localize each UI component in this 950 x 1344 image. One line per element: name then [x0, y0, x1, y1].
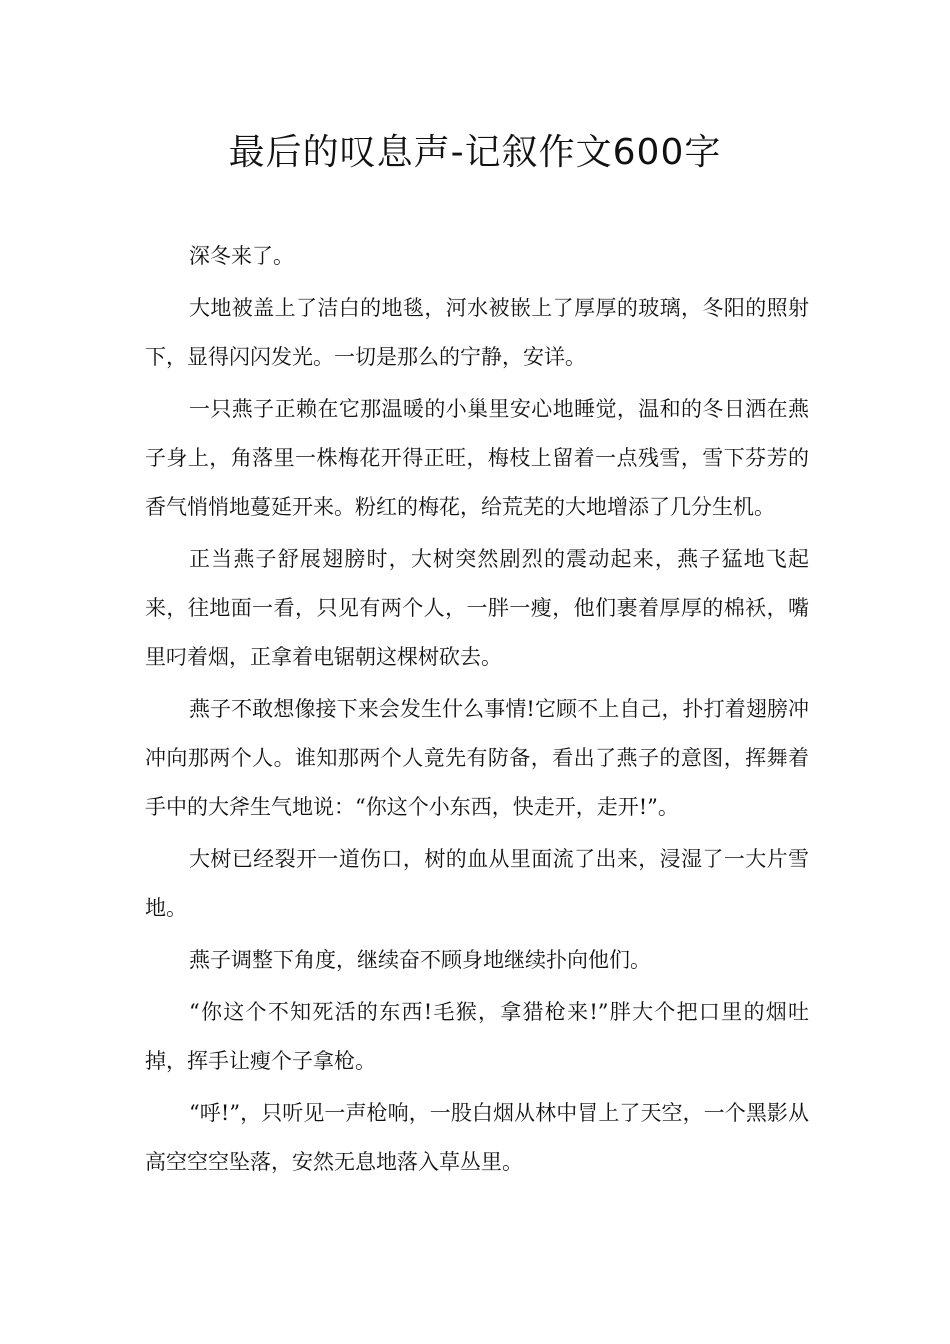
- paragraph: 燕子不敢想像接下来会发生什么事情!它顾不上自己，扑打着翅膀冲冲向那两个人。谁知那两个人竟先有防备，看出了燕子的意图，挥舞着手中的大斧生气地说：“你这个小东西，快走开，走开!”。: [145, 697, 809, 819]
- paragraph: “你这个不知死活的东西!毛猴，拿猎枪来!”胖大个把口里的烟吐掉，挥手让瘦个子拿枪。: [145, 1000, 809, 1073]
- paragraph: 正当燕子舒展翅膀时，大树突然剧烈的震动起来，燕子猛地飞起来，往地面一看，只见有两个人，一胖一瘦，他们裹着厚厚的棉袄，嘴里叼着烟，正拿着电锯朝这棵树砍去。: [145, 547, 809, 669]
- paragraph: 大树已经裂开一道伤口，树的血从里面流了出来，浸湿了一大片雪地。: [145, 847, 809, 920]
- paragraph: 大地被盖上了洁白的地毯，河水被嵌上了厚厚的玻璃，冬阳的照射下，显得闪闪发光。一切是那么的宁静，安详。: [145, 296, 809, 369]
- document-title: 最后的叹息声-记叙作文600字: [228, 132, 722, 173]
- paragraph: 深冬来了。: [189, 244, 294, 268]
- paragraph: 燕子调整下角度，继续奋不顾身地继续扑向他们。: [189, 948, 651, 972]
- paragraph: 一只燕子正赖在它那温暖的小巢里安心地睡觉，温和的冬日洒在燕子身上，角落里一株梅花开得正旺，梅枝上留着一点残雪，雪下芬芳的香气悄悄地蔓延开来。粉红的梅花，给荒芜的大地增添了几分生机。: [145, 397, 809, 519]
- paragraph: “呼!”，只听见一声枪响，一股白烟从林中冒上了天空，一个黑影从高空空空坠落，安然无息地落入草丛里。: [145, 1101, 809, 1174]
- document-body: [145, 232, 809, 1190]
